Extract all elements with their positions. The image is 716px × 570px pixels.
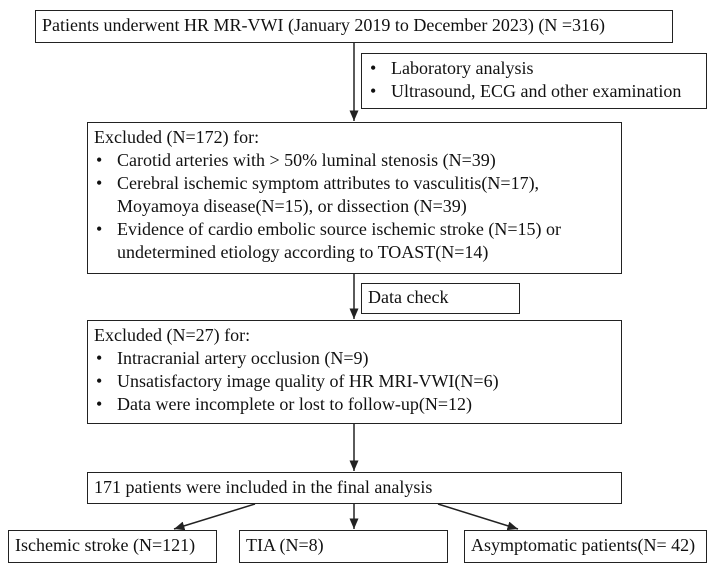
data-check-text: Data check [368,287,449,307]
group-asymptomatic-box [464,530,707,563]
group-label: Asymptomatic patients(N= 42) [471,535,696,555]
final-box [87,472,622,504]
group-tia-box [239,530,448,563]
start-text: Patients underwent HR MR-VWI (January 2019 to December 2023) (N =316) [42,15,606,35]
excluded-2-box [87,320,622,424]
excluded-2-title: Excluded (N=27) for: [94,325,251,345]
final-text: 171 patients were included in the final analysis [94,477,433,497]
group-label: Ischemic stroke (N=121) [15,535,196,555]
excluded-1-title: Excluded (N=172) for: [94,127,260,147]
exclusion-item: • Carotid arteries with > 50% luminal stenosis (N=39) [94,149,615,172]
side-note-1-box [361,53,707,109]
group-ischemic-stroke-box [8,530,217,563]
exclusion-item: • Evidence of cardio embolic source ischemic stroke (N=15) or undetermined etiology according to TOAST(N=14) [94,218,587,264]
side-note-item: • Laboratory analysis [368,57,700,80]
side-note-item: • Ultrasound, ECG and other examination [368,80,700,103]
arrow-final-to-ischemic [174,504,255,529]
excluded-1-box [87,122,622,274]
exclusion-item: • Data were incomplete or lost to follow-up(N=12) [94,393,615,416]
exclusion-item: • Cerebral ischemic symptom attributes to vasculitis(N=17), Moyamoya disease(N=15), or dissection (N=39) [94,172,557,218]
exclusion-item: • Unsatisfactory image quality of HR MRI-VWI(N=6) [94,370,615,393]
data-check-box [361,283,520,314]
arrow-final-to-asymptomatic [438,504,518,529]
exclusion-item: • Intracranial artery occlusion (N=9) [94,347,615,370]
group-label: TIA (N=8) [246,535,324,555]
start-box [35,10,673,43]
